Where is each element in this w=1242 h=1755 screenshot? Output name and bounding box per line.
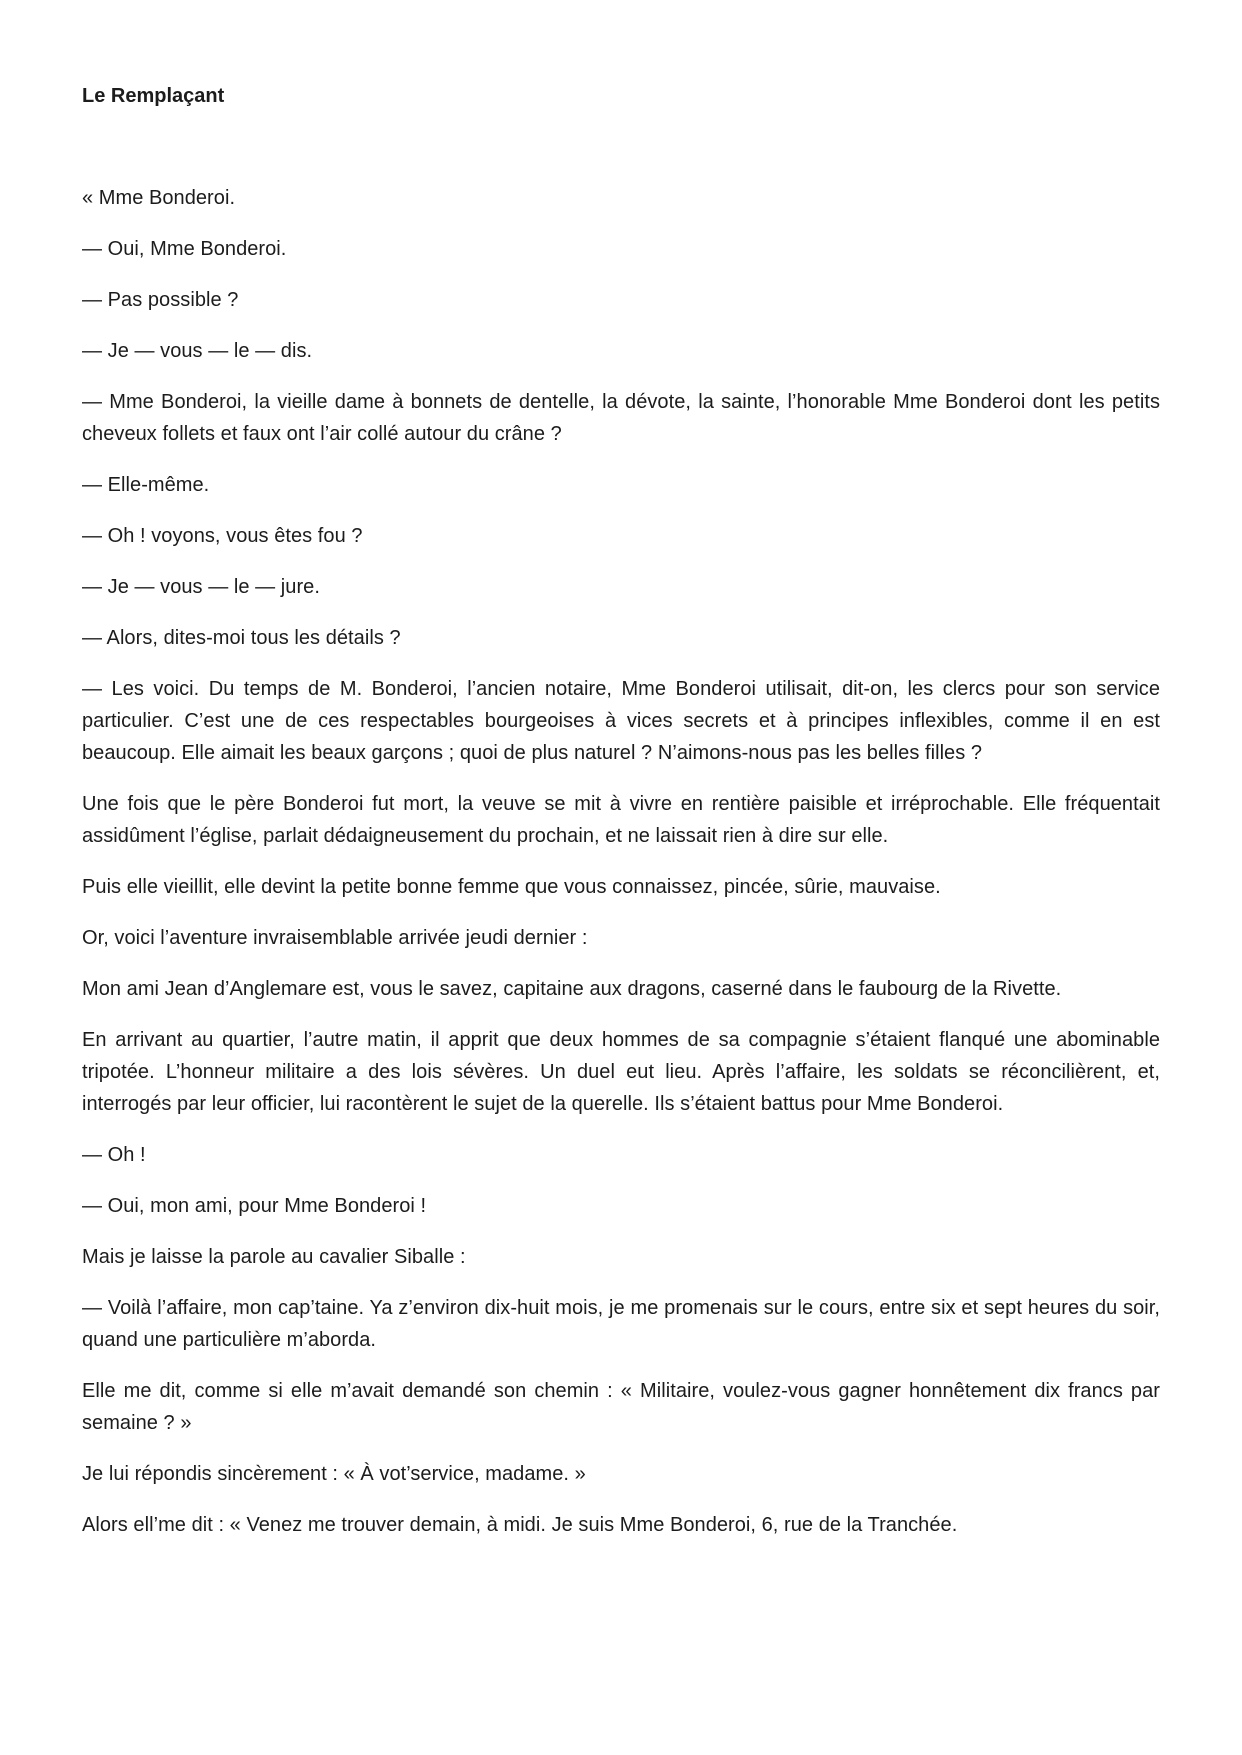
paragraph-18: Mais je laisse la parole au cavalier Siballe : xyxy=(82,1246,466,1268)
paragraph-14: Mon ami Jean d’Anglemare est, vous le savez, capitaine aux dragons, caserné dans le faubourg de la Rivette. xyxy=(82,978,1062,1000)
paragraph-9: — Alors, dites-moi tous les détails ? xyxy=(82,627,401,649)
document-title: Le Remplaçant xyxy=(82,85,225,107)
paragraph-12: Puis elle vieillit, elle devint la petite bonne femme que vous connaissez, pincée, sûrie, mauvaise. xyxy=(82,876,941,898)
paragraph-17: — Oui, mon ami, pour Mme Bonderoi ! xyxy=(82,1195,427,1217)
paragraph-5: — Mme Bonderoi, la vieille dame à bonnets de dentelle, la dévote, la sainte, l’honorable Mme Bonderoi dont les petits cheveux follets et faux ont l’air collé autour du crâne ? xyxy=(82,391,1160,445)
paragraph-8: — Je — vous — le — jure. xyxy=(82,576,320,598)
paragraph-7: — Oh ! voyons, vous êtes fou ? xyxy=(82,525,363,547)
paragraph-1: « Mme Bonderoi. xyxy=(82,187,236,209)
paragraph-10: — Les voici. Du temps de M. Bonderoi, l’ancien notaire, Mme Bonderoi utilisait, dit-on, les clercs pour son service particulier. C’est une de ces respectables bourgeoises à vices secrets et à principes inflexibles, comme il en est beaucoup. Elle aimait les beaux garçons ; quoi de plus naturel ? N’aimons-nous pas les belles filles ? xyxy=(82,678,1160,764)
paragraph-4: — Je — vous — le — dis. xyxy=(82,340,313,362)
paragraph-6: — Elle-même. xyxy=(82,474,210,496)
document-page xyxy=(82,80,1160,1560)
paragraph-20: Elle me dit, comme si elle m’avait demandé son chemin : « Militaire, voulez-vous gagner honnêtement dix francs par semaine ? » xyxy=(82,1380,1160,1434)
paragraph-19: — Voilà l’affaire, mon cap’taine. Ya z’environ dix-huit mois, je me promenais sur le cours, entre six et sept heures du soir, quand une particulière m’aborda. xyxy=(82,1297,1160,1351)
paragraph-3: — Pas possible ? xyxy=(82,289,239,311)
paragraph-15: En arrivant au quartier, l’autre matin, il apprit que deux hommes de sa compagnie s’étaient flanqué une abominable tripotée. L’honneur militaire a des lois sévères. Un duel eut lieu. Après l’affaire, les soldats se réconcilièrent, et, interrogés par leur officier, lui racontèrent le sujet de la querelle. Ils s’étaient battus pour Mme Bonderoi. xyxy=(82,1029,1160,1115)
paragraph-2: — Oui, Mme Bonderoi. xyxy=(82,238,287,260)
paragraph-16: — Oh ! xyxy=(82,1144,146,1166)
paragraph-22: Alors ell’me dit : « Venez me trouver demain, à midi. Je suis Mme Bonderoi, 6, rue de la Tranchée. xyxy=(82,1514,958,1536)
paragraph-13: Or, voici l’aventure invraisemblable arrivée jeudi dernier : xyxy=(82,927,588,949)
paragraph-21: Je lui répondis sincèrement : « À vot’service, madame. » xyxy=(82,1463,586,1485)
paragraph-11: Une fois que le père Bonderoi fut mort, la veuve se mit à vivre en rentière paisible et irréprochable. Elle fréquentait assidûment l’église, parlait dédaigneusement du prochain, et ne laissait rien à dire sur elle. xyxy=(82,793,1160,847)
